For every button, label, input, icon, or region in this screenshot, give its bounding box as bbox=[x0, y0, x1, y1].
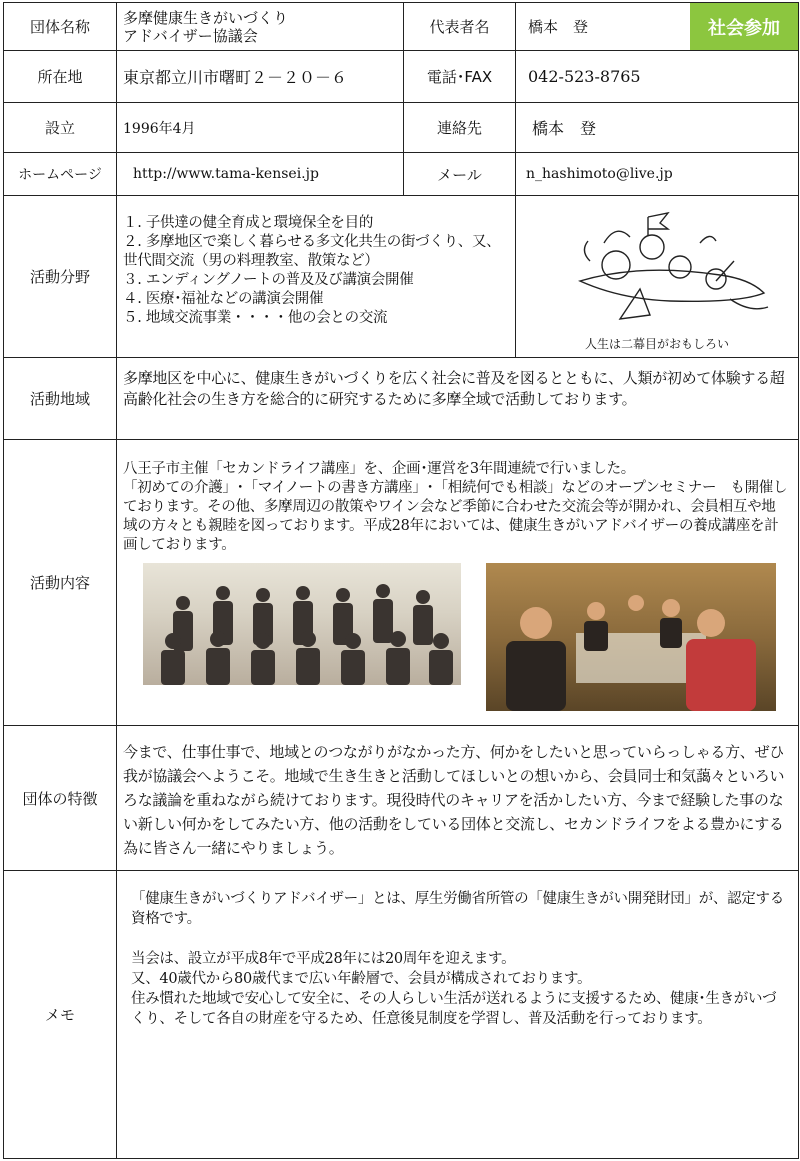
group-photo bbox=[143, 563, 461, 685]
org-profile-sheet bbox=[3, 2, 798, 1158]
homepage-label: ホームページ bbox=[4, 153, 117, 196]
row-founded bbox=[4, 103, 799, 153]
row-address bbox=[4, 51, 799, 103]
row-memo bbox=[4, 871, 799, 1159]
rep-label: 代表者名 bbox=[404, 3, 516, 51]
activity-value: 八王子市主催「セカンドライフ講座」を、企画･運営を3年間連続で行いました。 「初めての介護」･「マイノートの書き方講座」･「相続何でも相談」などのオープンセミナー も開催しております。その他、多摩周辺の散策やワイン会など季節に合わせた交流会等が開かれ、会員相互や地域の方々とも親睦を図っております。平成28年においては、健康生きがいアドバイザーの養成講座を計画しております。 bbox=[123, 461, 788, 553]
mascot-illustration bbox=[520, 203, 794, 351]
org-name-label: 団体名称 bbox=[4, 3, 117, 51]
party-photo bbox=[486, 563, 776, 711]
field-value: １. 子供達の健全育成と環境保全を目的 ２. 多摩地区で楽しく暮らせる多文化共生の街づくり、又、世代間交流（男の料理教室、散策など） ３. エンディングノートの普及及び講演会開催 ４. 医療･福祉などの講演会開催 ５. 地域交流事業・・・・他の会との交流 bbox=[117, 196, 516, 358]
airplane-mascot-icon bbox=[520, 203, 792, 333]
party-people-icon bbox=[486, 563, 776, 711]
row-field bbox=[4, 196, 799, 358]
contact-value: 橋本 登 bbox=[516, 103, 799, 153]
mail-label: メール bbox=[404, 153, 516, 196]
feature-label: 団体の特徴 bbox=[4, 726, 117, 871]
phone-label: 電話･FAX bbox=[404, 51, 516, 103]
mascot-caption: 人生は二幕目がおもしろい bbox=[584, 336, 729, 351]
row-org-name bbox=[4, 3, 799, 51]
homepage-link[interactable]: http://www.tama-kensei.jp bbox=[117, 153, 404, 196]
activity-cell bbox=[117, 440, 799, 726]
mail-link[interactable]: n_hashimoto@live.jp bbox=[516, 153, 799, 196]
field-label: 活動分野 bbox=[4, 196, 117, 358]
row-homepage bbox=[4, 153, 799, 196]
row-feature bbox=[4, 726, 799, 871]
row-activity bbox=[4, 440, 799, 726]
memo-label: メモ bbox=[4, 871, 117, 1159]
row-area bbox=[4, 358, 799, 440]
contact-label: 連絡先 bbox=[404, 103, 516, 153]
activity-photos bbox=[143, 563, 776, 711]
group-people-icon bbox=[143, 563, 461, 685]
org-name-value: 多摩健康生きがいづくり アドバイザー協議会 bbox=[117, 3, 404, 51]
area-label: 活動地域 bbox=[4, 358, 117, 440]
memo-value: 「健康生きがいづくりアドバイザー」とは、厚生労働省所管の「健康生きがい開発財団」が、認定する資格です。 当会は、設立が平成8年で平成28年には20周年を迎えます。 又、40歳代から80歳代まで広い年齢層で、会員が構成されております。 住み慣れた地域で安心して安全に、その人らしい生活が送れるように支援するため、健康･生きがいづくり、そして各自の財産を守るため、任意後見制度を学習し、普及活動を行っております。 bbox=[117, 871, 799, 1159]
rep-value: 橋本 登 bbox=[528, 18, 589, 36]
founded-value: 1996年4月 bbox=[117, 103, 404, 153]
founded-label: 設立 bbox=[4, 103, 117, 153]
mascot-cell bbox=[516, 196, 799, 358]
address-label: 所在地 bbox=[4, 51, 117, 103]
area-value: 多摩地区を中心に、健康生きがいづくりを広く社会に普及を図るとともに、人類が初めて体験する超高齢化社会の生き方を総合的に研究するために多摩全域で活動しております。 bbox=[117, 358, 799, 440]
feature-value: 今まで、仕事仕事で、地域とのつながりがなかった方、何かをしたいと思っていらっしゃる方、ぜひ我が協議会へようこそ。地域で生き生きと活動してほしいとの想いから、会員同士和気藹々といろいろな議論を重ねながら続けております。現役時代のキャリアを活かしたい方、今まで経験した事のない新しい何かをしてみたい方、他の活動をしている団体と交流し、セカンドライフをよる豊かにする為に皆さん一緒にやりましょう。 bbox=[117, 726, 799, 871]
phone-value: 042-523-8765 bbox=[516, 51, 799, 103]
profile-table bbox=[3, 2, 799, 1159]
activity-label: 活動内容 bbox=[4, 440, 117, 726]
rep-cell bbox=[516, 3, 799, 51]
address-value: 東京都立川市曙町２－２０－６ bbox=[117, 51, 404, 103]
social-participation-badge: 社会参加 bbox=[690, 3, 798, 50]
